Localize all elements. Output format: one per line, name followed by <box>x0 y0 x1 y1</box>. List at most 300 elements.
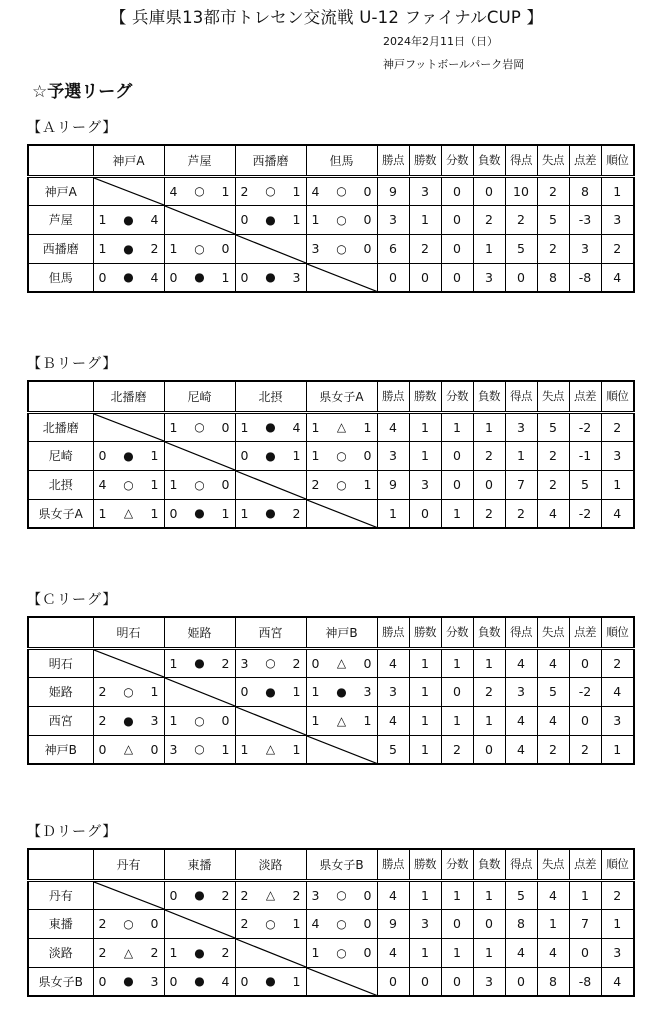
stat-column-header: 勝点 <box>377 145 409 176</box>
score-against: 2 <box>150 945 159 960</box>
score-for: 0 <box>98 741 107 757</box>
result-content <box>94 916 164 931</box>
stat-column-header: 勝点 <box>377 617 409 648</box>
result-content <box>94 270 164 285</box>
stat-value: 4 <box>505 938 537 967</box>
stat-value: 4 <box>377 648 409 677</box>
score-against: 1 <box>292 448 301 463</box>
match-result <box>164 263 235 292</box>
stat-value: 8 <box>537 263 569 292</box>
result-content <box>165 420 235 435</box>
result-content <box>307 684 377 699</box>
team-column-header: 淡路 <box>235 849 306 880</box>
team-column-header: 芦屋 <box>164 145 235 176</box>
score-for: 0 <box>240 269 249 285</box>
match-result <box>235 263 306 292</box>
stat-value: 2 <box>601 234 634 263</box>
score-for: 1 <box>311 419 320 435</box>
result-content <box>236 212 306 227</box>
team-column-header: 姫路 <box>164 617 235 648</box>
score-for: 0 <box>98 448 107 463</box>
stat-value: 1 <box>377 499 409 528</box>
score-for: 1 <box>169 419 178 435</box>
score-against: 2 <box>292 655 301 671</box>
score-against: 1 <box>292 916 301 931</box>
match-result <box>235 880 306 909</box>
stat-value: 0 <box>473 470 505 499</box>
stat-value: 4 <box>537 648 569 677</box>
result-mark: ○ <box>123 684 134 699</box>
result-mark: ● <box>265 974 276 989</box>
score-against: 2 <box>221 887 230 903</box>
stat-value: 4 <box>505 706 537 735</box>
stat-value: 5 <box>537 412 569 441</box>
stat-value: 2 <box>409 234 441 263</box>
corner-cell <box>28 381 93 412</box>
result-mark: ○ <box>123 916 134 931</box>
stat-value: 3 <box>601 706 634 735</box>
stat-value: 4 <box>377 706 409 735</box>
stat-value: 2 <box>569 735 601 764</box>
score-against: 0 <box>363 887 372 903</box>
league-table <box>27 848 635 997</box>
stat-value: 1 <box>601 735 634 764</box>
score-against: 1 <box>292 741 301 757</box>
result-content <box>165 270 235 285</box>
score-for: 4 <box>311 916 320 931</box>
match-result <box>235 677 306 706</box>
score-against: 0 <box>150 741 159 757</box>
match-result <box>235 176 306 205</box>
result-mark: ○ <box>194 420 205 434</box>
stat-value: 1 <box>409 205 441 234</box>
score-for: 0 <box>240 212 249 227</box>
stat-value: 4 <box>601 499 634 528</box>
result-content <box>307 477 377 492</box>
score-for: 4 <box>311 183 320 199</box>
score-against: 1 <box>150 505 159 521</box>
match-result <box>164 412 235 441</box>
table-row <box>28 205 634 234</box>
score-for: 2 <box>98 684 107 699</box>
result-mark: △ <box>265 742 276 757</box>
team-name: 姫路 <box>28 677 93 706</box>
diagonal-cell <box>93 412 164 441</box>
result-content <box>94 945 164 960</box>
match-venue: 神戸フットボールパーク岩岡 <box>383 58 525 71</box>
result-mark: △ <box>123 945 134 960</box>
table-row <box>28 648 634 677</box>
match-result <box>164 967 235 996</box>
score-against: 3 <box>292 269 301 285</box>
stat-value: 0 <box>441 234 473 263</box>
stat-value: 4 <box>505 735 537 764</box>
score-against: 3 <box>150 713 159 728</box>
result-mark: ● <box>194 945 205 960</box>
team-column-header: 西播磨 <box>235 145 306 176</box>
diagonal-cell <box>235 938 306 967</box>
team-column-header: 但馬 <box>306 145 377 176</box>
score-against: 1 <box>363 713 372 728</box>
stat-column-header: 勝数 <box>409 617 441 648</box>
score-against: 1 <box>292 212 301 227</box>
score-for: 0 <box>98 269 107 285</box>
stat-value: -8 <box>569 263 601 292</box>
stat-value: 1 <box>473 412 505 441</box>
stat-value: 1 <box>601 909 634 938</box>
stat-value: 1 <box>473 648 505 677</box>
stat-value: 2 <box>537 735 569 764</box>
stat-value: 4 <box>537 499 569 528</box>
diagonal-cell <box>306 735 377 764</box>
stat-column-header: 負数 <box>473 145 505 176</box>
score-for: 0 <box>311 655 320 671</box>
match-result <box>164 234 235 263</box>
result-content <box>165 477 235 492</box>
score-against: 4 <box>292 419 301 435</box>
result-mark: ● <box>194 270 205 285</box>
score-for: 0 <box>169 505 178 521</box>
score-against: 1 <box>221 183 230 199</box>
stat-value: 4 <box>601 677 634 706</box>
match-result <box>164 176 235 205</box>
result-mark: ○ <box>336 184 347 198</box>
league-title: 【Ｂリーグ】 <box>27 356 118 372</box>
stat-value: 9 <box>377 470 409 499</box>
stat-value: 3 <box>409 470 441 499</box>
stat-value: 3 <box>377 205 409 234</box>
score-for: 1 <box>311 684 320 699</box>
stat-column-header: 点差 <box>569 381 601 412</box>
result-mark: ● <box>123 241 134 256</box>
score-against: 1 <box>221 269 230 285</box>
diagonal-cell <box>306 967 377 996</box>
result-mark: ○ <box>265 916 276 931</box>
stat-value: 2 <box>537 441 569 470</box>
result-content <box>236 448 306 463</box>
match-result <box>164 706 235 735</box>
stat-value: 2 <box>537 470 569 499</box>
result-content <box>94 684 164 699</box>
match-result <box>306 880 377 909</box>
team-name: 西宮 <box>28 706 93 735</box>
score-against: 2 <box>221 945 230 960</box>
stat-value: -1 <box>569 441 601 470</box>
stat-value: 1 <box>409 706 441 735</box>
stat-column-header: 分数 <box>441 145 473 176</box>
result-content <box>307 945 377 960</box>
match-result <box>306 441 377 470</box>
score-against: 0 <box>221 241 230 256</box>
match-result <box>235 499 306 528</box>
team-column-header: 県女子A <box>306 381 377 412</box>
stat-value: 2 <box>601 412 634 441</box>
score-for: 0 <box>240 448 249 463</box>
score-against: 4 <box>150 269 159 285</box>
stat-value: 0 <box>409 263 441 292</box>
stat-value: 0 <box>473 176 505 205</box>
stat-value: 0 <box>409 967 441 996</box>
stat-value: 3 <box>601 938 634 967</box>
result-mark: ○ <box>336 212 347 227</box>
result-content <box>94 742 164 757</box>
stat-value: 2 <box>505 499 537 528</box>
result-mark: ● <box>123 212 134 227</box>
stat-value: 1 <box>409 677 441 706</box>
stat-column-header: 分数 <box>441 849 473 880</box>
stat-column-header: 勝数 <box>409 381 441 412</box>
result-content <box>165 506 235 521</box>
match-result <box>306 677 377 706</box>
stat-value: 0 <box>441 441 473 470</box>
stat-column-header: 勝点 <box>377 381 409 412</box>
score-for: 1 <box>311 212 320 227</box>
stat-value: 2 <box>601 648 634 677</box>
result-mark: △ <box>336 713 347 728</box>
stat-value: 3 <box>377 677 409 706</box>
stat-value: 0 <box>473 735 505 764</box>
team-name: 明石 <box>28 648 93 677</box>
result-content <box>307 656 377 671</box>
team-name: 淡路 <box>28 938 93 967</box>
result-content <box>165 974 235 989</box>
result-mark: ● <box>265 506 276 521</box>
score-for: 1 <box>240 419 249 435</box>
score-for: 1 <box>311 713 320 728</box>
stat-column-header: 負数 <box>473 381 505 412</box>
result-mark: ○ <box>336 477 347 492</box>
score-against: 1 <box>150 684 159 699</box>
score-for: 0 <box>169 269 178 285</box>
table-row <box>28 677 634 706</box>
score-for: 2 <box>98 713 107 728</box>
result-mark: ○ <box>265 184 276 198</box>
result-content <box>94 506 164 521</box>
match-result <box>306 938 377 967</box>
match-result <box>235 967 306 996</box>
table-row <box>28 706 634 735</box>
stat-value: 8 <box>569 176 601 205</box>
stat-value: 1 <box>601 176 634 205</box>
stat-column-header: 順位 <box>601 617 634 648</box>
league-title: 【Ｃリーグ】 <box>27 592 118 608</box>
score-against: 1 <box>150 477 159 492</box>
score-against: 1 <box>221 505 230 521</box>
stat-value: 1 <box>569 880 601 909</box>
score-against: 1 <box>150 448 159 463</box>
team-name: 北播磨 <box>28 412 93 441</box>
stat-value: 7 <box>569 909 601 938</box>
stat-column-header: 負数 <box>473 849 505 880</box>
score-against: 0 <box>221 477 230 492</box>
result-mark: ● <box>265 448 276 463</box>
match-result <box>306 176 377 205</box>
score-against: 0 <box>363 448 372 463</box>
result-mark: ● <box>265 270 276 285</box>
stat-value: 1 <box>409 735 441 764</box>
score-for: 0 <box>240 684 249 699</box>
score-for: 0 <box>169 887 178 903</box>
result-content <box>307 448 377 463</box>
stat-column-header: 失点 <box>537 617 569 648</box>
match-result <box>235 909 306 938</box>
result-content <box>236 916 306 931</box>
league-table <box>27 144 635 293</box>
stat-value: 3 <box>473 967 505 996</box>
stat-value: 0 <box>473 909 505 938</box>
score-for: 3 <box>311 887 320 903</box>
stat-value: 3 <box>409 909 441 938</box>
match-result <box>93 909 164 938</box>
result-content <box>236 420 306 435</box>
result-content <box>307 184 377 199</box>
score-for: 1 <box>169 655 178 671</box>
score-against: 3 <box>150 973 159 989</box>
team-column-header: 東播 <box>164 849 235 880</box>
score-against: 0 <box>221 419 230 435</box>
stat-value: 3 <box>473 263 505 292</box>
result-content <box>94 713 164 728</box>
result-content <box>165 184 235 199</box>
stat-value: 4 <box>505 648 537 677</box>
stat-value: 2 <box>473 441 505 470</box>
score-against: 2 <box>292 505 301 521</box>
stat-value: 2 <box>473 205 505 234</box>
stat-value: 1 <box>473 234 505 263</box>
result-mark: ○ <box>194 713 205 728</box>
result-mark: ○ <box>336 888 347 902</box>
match-result <box>306 470 377 499</box>
stat-value: 5 <box>569 470 601 499</box>
match-result <box>93 205 164 234</box>
team-name: 県女子B <box>28 967 93 996</box>
result-mark: ○ <box>265 656 276 670</box>
result-content <box>94 448 164 463</box>
result-mark: △ <box>123 506 134 521</box>
match-result <box>164 499 235 528</box>
stat-value: 4 <box>377 938 409 967</box>
match-result <box>93 938 164 967</box>
stat-value: 9 <box>377 176 409 205</box>
stat-column-header: 分数 <box>441 381 473 412</box>
score-against: 0 <box>363 241 372 256</box>
result-content <box>94 241 164 256</box>
table-row <box>28 909 634 938</box>
stat-value: 5 <box>537 677 569 706</box>
stat-value: 0 <box>569 706 601 735</box>
stat-value: 0 <box>377 263 409 292</box>
diagonal-cell <box>306 263 377 292</box>
team-name: 西播磨 <box>28 234 93 263</box>
stat-value: 3 <box>569 234 601 263</box>
score-for: 1 <box>169 713 178 728</box>
stat-value: 2 <box>473 677 505 706</box>
match-result <box>164 648 235 677</box>
table-row <box>28 441 634 470</box>
match-result <box>235 648 306 677</box>
result-mark: ○ <box>194 184 205 198</box>
result-content <box>236 888 306 903</box>
match-result <box>93 677 164 706</box>
match-result <box>164 880 235 909</box>
corner-cell <box>28 617 93 648</box>
stat-column-header: 得点 <box>505 617 537 648</box>
score-against: 0 <box>363 945 372 960</box>
stat-value: 1 <box>441 938 473 967</box>
match-result <box>306 706 377 735</box>
stat-value: 1 <box>441 706 473 735</box>
score-against: 1 <box>363 477 372 492</box>
score-for: 1 <box>311 945 320 960</box>
stat-value: 8 <box>537 967 569 996</box>
score-against: 0 <box>363 655 372 671</box>
result-content <box>236 506 306 521</box>
stat-value: 9 <box>377 909 409 938</box>
stat-value: 1 <box>409 441 441 470</box>
stat-column-header: 失点 <box>537 145 569 176</box>
result-mark: △ <box>123 742 134 757</box>
score-against: 0 <box>150 916 159 931</box>
stat-value: 4 <box>537 880 569 909</box>
stat-value: -2 <box>569 677 601 706</box>
result-content <box>236 974 306 989</box>
stat-value: 1 <box>409 648 441 677</box>
match-result <box>235 441 306 470</box>
table-row <box>28 938 634 967</box>
stat-value: 3 <box>601 441 634 470</box>
match-result <box>93 735 164 764</box>
score-for: 2 <box>240 916 249 931</box>
stat-value: 0 <box>441 909 473 938</box>
score-for: 4 <box>98 477 107 492</box>
stat-column-header: 分数 <box>441 617 473 648</box>
match-result <box>93 234 164 263</box>
match-result <box>93 441 164 470</box>
match-result <box>235 205 306 234</box>
stat-value: 1 <box>409 412 441 441</box>
stat-value: 3 <box>601 205 634 234</box>
result-content <box>307 420 377 435</box>
result-mark: ○ <box>336 448 347 463</box>
diagonal-cell <box>235 706 306 735</box>
stat-value: 2 <box>505 205 537 234</box>
score-against: 4 <box>150 212 159 227</box>
team-column-header: 丹有 <box>93 849 164 880</box>
match-result <box>306 412 377 441</box>
diagonal-cell <box>164 677 235 706</box>
diagonal-cell <box>164 909 235 938</box>
team-column-header: 神戸B <box>306 617 377 648</box>
stat-value: 0 <box>441 967 473 996</box>
diagonal-cell <box>93 648 164 677</box>
stat-column-header: 失点 <box>537 849 569 880</box>
stat-value: 3 <box>377 441 409 470</box>
stat-value: 2 <box>601 880 634 909</box>
stat-column-header: 順位 <box>601 145 634 176</box>
team-name: 但馬 <box>28 263 93 292</box>
stat-value: 4 <box>377 880 409 909</box>
section-title: ☆予選リーグ <box>32 82 133 102</box>
team-name: 県女子A <box>28 499 93 528</box>
stat-value: 1 <box>441 648 473 677</box>
stat-value: 2 <box>537 176 569 205</box>
table-row <box>28 263 634 292</box>
score-for: 2 <box>240 887 249 903</box>
score-against: 4 <box>221 973 230 989</box>
result-content <box>307 713 377 728</box>
stat-value: 1 <box>601 470 634 499</box>
league-block <box>27 118 632 293</box>
